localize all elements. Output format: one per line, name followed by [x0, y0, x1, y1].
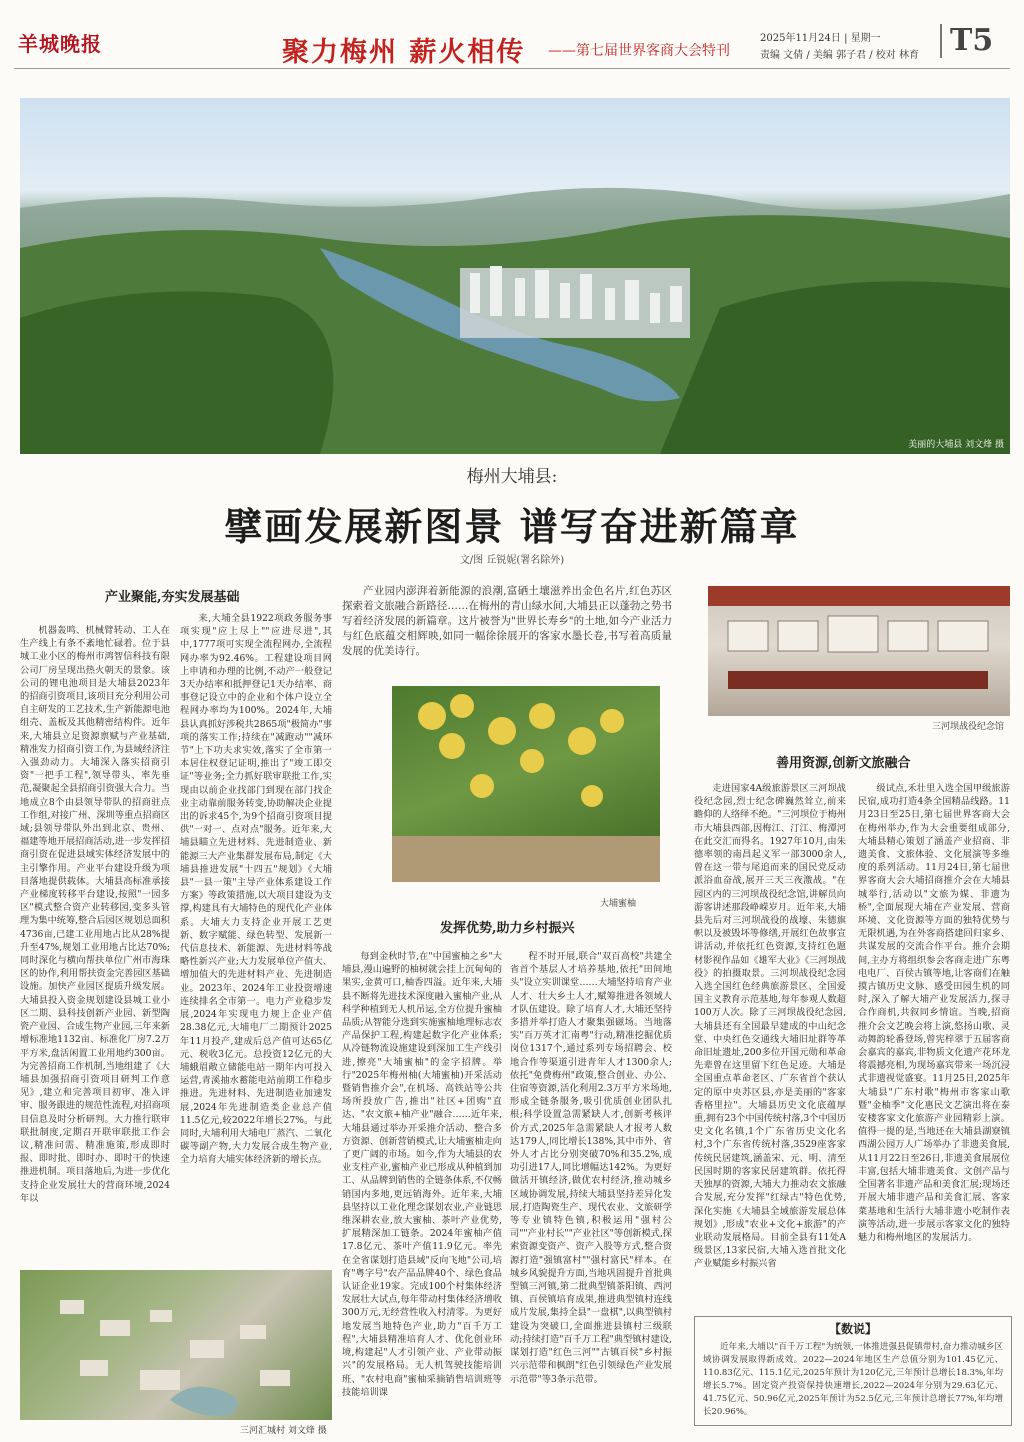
main-photo-caption: 美丽的大埔县 刘文烽 摄 — [908, 440, 1004, 450]
special-issue-label: ——第七届世界客商大会特刊 — [548, 43, 730, 59]
article-headline: 擘画发展新图景 谱写奋进新篇章 — [224, 504, 800, 549]
header-rule — [14, 68, 1010, 69]
section1-column-2: 来,大埔全县1922项政务服务事项实现"应上尽上""应进尽进",其中,1777项可实现全流程网办,全流程网办率为92.46%。工程建设项目网上申请和办理的比例,不动产一般登记3天办结率和抵押登记1天办结率、商事登记设立中的企业和个体户设立全程网办率均为100%。2024年,大埔县认真抓好涉税共2865项"极简办"事项的落实工作;持续在"减跑动""减环节"上下功夫求实效,落实了全市第一本居住权登记证明,推出了"竣工即交证"等业务;全力抓好联审联批工作,实现由以前企业找部门到现在部门找企业主动靠前服务转变,协助解决企业提出的诉求45个,为9个招商引资项目提供"一对一、点对点"服务。近年来,大埔县瞄立先进材料、先进制造业、新能源三大产业集群发展布局,制定《大埔县推进发展"十四五"规划》《大埔县"一县一策"主导产业体系建设工作方案》等政策措施,以大项目建设为支撑,构建具有大埔特色的现代化产业体系。大埔大力支持企业开展工艺更新、数字赋能、绿色转型、发展新一代信息技术、新能源、先进材料等战略性新兴产业;大力发展单位产值大、增加值大的先进材料产业、先进制造业。2023年、2024年工业投资增速连续排名全市第一。电力产业稳步发展,2024年实现电力规上企业产值28.38亿元,大埔电厂二期预计2025年11月投产,建成后总产值可达65亿元、税收3亿元。总投资12亿元的大埔蛾眉敞立储能电站一期年内可投入运营,青溪抽水蓄能电站前期工作稳步推进。先进材料、先进制造业加速发展,2024年先进制造类企业总产值11.5亿元,较2022年增长27%。与此同时,大埔利用大埔电厂蒸汽、二氧化碳等副产物,大力发展合成生物产业,全力培育大埔实体经济新的增长点。 — [180, 613, 332, 1166]
museum-illustration — [708, 586, 1010, 716]
page-number: T5 — [940, 24, 993, 58]
article-kicker: 梅州大埔县: — [466, 467, 558, 487]
landscape-illustration — [20, 98, 1010, 454]
museum-photo — [708, 586, 1010, 716]
editor-credits: 责编 文倩 / 美编 郭子君 / 校对 林育 — [760, 50, 919, 61]
pomelo-illustration — [392, 686, 660, 882]
village-illustration — [20, 1270, 332, 1420]
data-facts-text: 近年来,大埔以"百千万工程"为统领,一体推进强县促镇带村,奋力推动城乡区域协调发展取得新成效。2022—2024年地区生产总值分别为101.45亿元、110.83亿元、115.1亿元,2025年预计为120亿元,三年预计总增长18.3%,年均增长5.7%。固定资产投资保持快速增长,2022—2024年分别为29.63亿元、41.75亿元、50.96亿元,2025年预计为52.5亿元,三年预计总增长77%,年均增长20.96%。 — [703, 1342, 1003, 1417]
section2-column-1: 每到金秋时节,在"中国蜜柚之乡"大埔县,漫山遍野的柚树就会挂上沉甸甸的果实,金黄可口,柚香四溢。近年来,大埔县不断将先进技术深度融入蜜柚产业,从科学种植到无人机吊运,全方位提升蜜柚品质;从智能分选到实施蜜柚地理标志农产品保护工程,构建起数字化产业体系;从冷链物流设施建设到深加工生产线引进,擦亮"大埔蜜柚"的金字招牌。举行"2025年梅州柚(大埔蜜柚)开采活动暨销售推介会",在机场、高铁站等公共场所投放广告,推出"社区+团购"直达、"农文旅+柚产业"融合……近年来,大埔县通过举办开采推介活动、整合多方资源、创新营销模式,让大埔蜜柚走向了更广阔的市场。如今,作为大埔县的农业支柱产业,蜜柚产业已形成从种植到加工、从品牌到销售的全链条体系,不仅畅销国内多地,更远销海外。近年来,大埔县坚持以工业化理念谋划农业,产业链思维深耕农业,放大蜜柚、茶叶产业优势,扩展精深加工链条。2024年蜜柚产值17.8亿元、茶叶产值11.9亿元。率先在全省谋划打造县域"反向飞地"公司,培育"粤字号"农产品品牌40个、绿色食品认证企业19家。完成100个村集体经济发展壮大试点,每年带动村集体经济增收300万元,无经营性收入村清零。为更好地发展当地特色产业,助力"百千万工程",大埔县精准培育人才、优化创业环境,构建起"人才引领产业、产业带动振兴"的发展格局。无人机驾驶技能培训班、"农村电商"蜜柚采摘销售培训班等技能培训课 — [342, 951, 502, 1398]
pomelo-photo — [392, 686, 660, 882]
section3-column-1: 走进国家4A级旅游景区三河坝战役纪念园,烈士纪念碑巍然耸立,前来瞻仰的人络绎不绝。"三河坝位于梅州市大埔县西部,因梅江、汀江、梅潭河在此交汇而得名。1927年10月,由朱德率领的南昌起义军一部3000余人,曾在这一带与尾追而来的国民党反动派浴血奋战,展开三天三夜激战。"在园区内的三河坝战役纪念馆,讲解员向游客讲述那段峥嵘岁月。近年来,大埔县先后对三河坝战役的战壕、朱德旗帜以及被毁坏等修缮,开展红色故事宣讲活动,并依托红色资源,支持红色题材影视作品如《雄军大业》《三河坝战役》的拍摄取景。三河坝战役纪念园入选全国红色经典旅游景区、全国爱国主义教育示范基地,每年参观人数超100万人次。除了三河坝战役纪念园,大埔县还有全国最早建成的中山纪念堂、中央红色交通线大埔旧址群等革命旧址遗址,200多位开国元勋和革命先辈曾在这里留下红色足迹。大埔是全国重点革命老区、广东省首个获认定的原中央苏区县,亦是美丽的"客家香格里拉"。大埔县历史文化底蕴厚重,拥有23个中国传统村落,3个中国历史文化名镇,1个广东省历史文化名村,3个广东省传统村落,3529座客家传统民居建筑,涵盖宋、元、明、清至民国时期的客家民居建筑群。依托得天独厚的资源,大埔大力推动农文旅融合发展,充分发挥"红绿古"特色优势,深化实施《大埔县全域旅游发展总体规划》,形成"农业+文化+旅游"的产业联动发展格局。目前全县有11处A级景区,13家民宿,大埔入选首批文化产业赋能乡村振兴省 — [694, 783, 846, 1270]
special-issue-slogan: 聚力梅州 薪火相传 — [282, 37, 526, 68]
dateline: 2025年11月24日 | 星期一 — [760, 33, 881, 44]
data-facts-title: 【数说】 — [828, 1322, 877, 1336]
pomelo-photo-caption: 大埔蜜柚 — [600, 899, 637, 909]
article-byline: 文/图 丘锐妮(署名除外) — [459, 555, 565, 566]
village-aerial-photo — [20, 1270, 332, 1420]
data-facts-box — [694, 1316, 1012, 1426]
article-lead: 产业园内澎湃着新能源的浪潮,富硒土壤滋养出金色名片,红色苏区探索着文旅融合新路径……在梅州的青山绿水间,大埔县正以蓬勃之势书写着经济发展的新篇章。这片被誉为"世界长寿乡"的土地,如今产业活力与红色底蕴交相辉映,如同一幅徐徐展开的客家水墨长卷,书写着高质量发展的优美诗行。 — [342, 585, 672, 657]
village-photo-caption: 三河汇城村 刘文烽 摄 — [240, 1426, 327, 1436]
section3-column-2: 级试点,禾壮里入选全国甲级旅游民宿,成功打造4条全国精品线路。11月23日至25日,第七届世界客商大会在梅州举办,作为大会重要组成部分,大埔县精心策划了涵盖产业招商、非遗美食、文旅体验、文化展演等多维度的系列活动。11月24日,第七届世界客商大会大埔招商推介会在大埔县城举行,活动以"文旅为媒、非遗为桥",全面展现大埔在产业发展、营商环境、文化资源等方面的独特优势与无限机遇,为在外客商搭建回归家乡、共谋发展的交流合作平台。推介会期间,主办方将组织参会客商走进广东粤电电厂、百侯古镇等地,让客商们在触摸古镇历史文脉、感受田园生机的同时,深入了解大埔产业发展活力,探寻合作商机,共叙同乡情谊。当晚,招商推介会文艺晚会将上演,悠扬山歌、灵动舞韵轮番登场,曾宪梓翠于五届客商会嘉宾的嘉宾,非物质文化遗产花环龙将震撼亮相,为现场嘉宾带来一场沉浸式非遗视觉盛宴。11月25日,2025年大埔县"广东村歌"梅州市客家山歌暨"金柚季"文化惠民文艺演出将在泰安楼客家文化旅游产业园精彩上演。值得一提的是,当地还在大埔县湖寮镇西湖公园万人广场举办了非遗美食展,从11月22日至26日,非遗美食展展位丰富,包括大埔非遗美食、文创产品与全国著名非遗产品和美食汇展;现场还开展大埔非遗产品和美食汇展、客家菜基地和生活行大埔非遗小吃制作表演等活动,进一步展示客家文化的独特魅力和梅州地区的发展活力。 — [858, 783, 1010, 1243]
section-title-rural: 发挥优势,助力乡村振兴 — [440, 921, 575, 936]
section-title-culture: 善用资源,创新文旅融合 — [776, 756, 911, 771]
section-title-industry: 产业聚能,夯实发展基础 — [105, 590, 240, 605]
museum-photo-caption: 三河坝战役纪念馆 — [932, 722, 1005, 732]
newspaper-logo: 羊城晚报 — [18, 32, 102, 56]
main-landscape-photo — [20, 98, 1010, 454]
section2-column-2: 程不时开展,联合"双百高校"共建全省首个基层人才培养基地,依托"田间地头"设立实训课堂……大埔坚持培育产业人才、壮大乡土人才,赋筹推进各领域人才队伍建设。除了培育人才,大埔还坚持多措并举打造人才聚集强磁场。当地落实"百万英才汇南粤"行动,精准挖掘优质岗位1317个,通过系列专场招聘会、校地合作等渠道引进青年人才1300余人;依托"免费梅州"政策,整合创业、办公、住宿等资源,活化利用2.3万平方米场地,形成全链条服务,吸引优质创业团队扎根;科学设置急需紧缺人才,创新考核评价方式,2025年急需紧缺人才报考人数达179人,同比增长138%,其中市外、省外人才占比分别突破70%和35.2%,成功引进17人,同比增幅达142%。为更好做活开镇经济,做优农村经济,推动城乡区域协调发展,持续大埔县坚持差异化发展,打造陶瓷生产、现代农业、文旅研学等专业镇特色镇,积极运用"强村公司""产业村长""产业社区"等创新模式,探索资源变资产、资产入股等方式,整合资源打造"强镇富村""强村富民"样本。在城乡风貌提升方面,当地巩固提升首批典型镇三河镇,第二批典型镇茶阳镇、西河镇、百侯镇培育成果,推进典型镇村连线成片发展,集持全县"一盘棋",以典型镇村建设为突破口,全面推进县镇村三级联动;持续打造"百千万工程"典型镇村建设,谋划打造"红色三河""古镇百侯"乡村振兴示范带和枫朗"红色引领绿色产业发展示范带"等3条示范带。 — [510, 951, 672, 1385]
section1-column-1: 机器轰鸣、机械臂转动、工人在生产线上有条不紊地忙碌着。位于县城工业小区的梅州市鸿智信科技有限公司厂房呈现出热火朝天的景象。该公司的锂电池项目是大埔县2023年的招商引资项目,该项目充分利用公司自主研发的工艺技术,生产新能源电池组壳、盖板及其他精密结构件。近年来,大埔县立足资源禀赋与产业基础,精准发力招商引资工作,为县域经济注入强劲动力。大埔深入落实招商引资"一把手工程",领导带头、率先垂范,凝聚起全县招商引资强大合力。当地成立8个由县领导带队的招商驻点工作组,对接广州、深圳等重点招商区域;县领导带队外出到北京、贵州、福建等地开展招商活动,进一步发挥招商引资在促进县域实体经济发展中的主引擎作用。产业平台建设升级为项目落地提供载体。大埔县高标准承接产业梯度转移平台建设,按照"一园多区"模式整合资产业转移园,变多头管理为集中统筹,整合后园区规划总面积4736亩,已建工业用地占比从28%提升至47%,规划工业用地占比达70%;同时深化与横向帮扶单位广州市海珠区的协作,利用帮扶资金完善园区基础设施。加快产业园区提质升级发展。大埔县投入资金规划建设县城工业小区二期、县科技创新产业园、新型陶瓷产业园、合成生物产业园,三年来新增标准地1132亩、标准化厂房7.2万平方米,盘活闲置工业用地约300亩。为完善招商工作机制,当地组建了《大埔县加强招商引资项目研判工作意见》,建立和完善项目初审、准入评审、服务跟进的规范性流程,对招商项目信息及时分析研判。大力推行联审联批制度,定期召开联审联批工作会议,精准问需、精准施策,形成即时报、即时批、即时办、即时干的快速推进机制。项目落地后,为进一步优化支持企业发展壮大的营商环境,2024年以 — [20, 625, 170, 1204]
